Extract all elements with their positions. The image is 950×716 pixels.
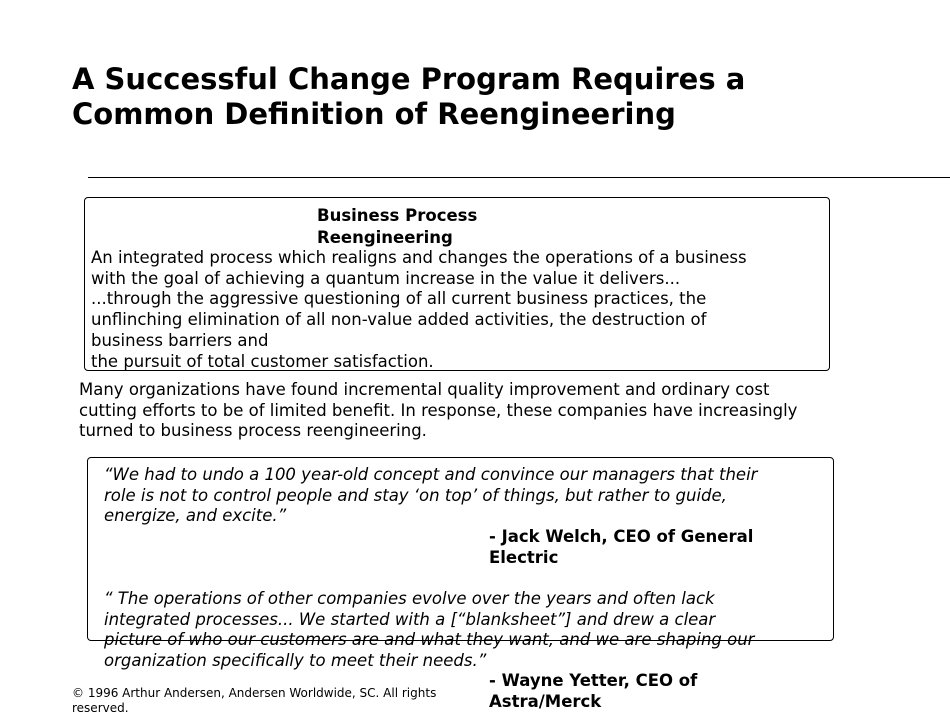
intro-paragraph	[79, 380, 919, 442]
title-divider	[88, 177, 950, 178]
quote-yetter-attribution	[489, 671, 809, 712]
slide-title	[72, 62, 892, 132]
definition-line: ...through the aggressive questioning of all current business practices, the	[91, 289, 707, 309]
definition-line: unflinching elimination of all non-value added activities, the destruction of	[91, 310, 707, 330]
quote-welch-attribution	[489, 527, 809, 568]
intro-line: turned to business process reengineering.	[79, 421, 427, 441]
copyright-line: © 1996 Arthur Andersen, Andersen Worldwide, SC. All rights	[72, 686, 437, 700]
quote-line: role is not to control people and stay ‘on top’ of things, but rather to guide,	[104, 485, 727, 505]
quote-line: integrated processes... We started with a [“blanksheet”] and drew a clear	[104, 609, 716, 629]
definition-heading-line: Business Process	[317, 206, 478, 225]
attribution-line: - Wayne Yetter, CEO of	[489, 671, 698, 690]
intro-line: cutting efforts to be of limited benefit. In response, these companies have increasingly	[79, 400, 798, 420]
quote-line: organization specifically to meet their needs.”	[104, 651, 487, 671]
definition-line: with the goal of achieving a quantum increase in the value it delivers...	[91, 268, 681, 288]
copyright-notice	[72, 686, 492, 716]
copyright-line: reserved.	[72, 701, 129, 715]
definition-heading-line: Reengineering	[317, 228, 453, 247]
definition-line: An integrated process which realigns and changes the operations of a business	[91, 248, 747, 267]
slide-title-line: Common Definition of Reengineering	[72, 97, 676, 131]
intro-line: Many organizations have found incremental quality improvement and ordinary cost	[79, 380, 770, 399]
definition-line: the pursuit of total customer satisfaction.	[91, 351, 434, 371]
quote-yetter	[104, 589, 844, 672]
definition-line: business barriers and	[91, 330, 269, 350]
attribution-line: Astra/Merck	[489, 691, 602, 711]
definition-heading	[317, 205, 537, 249]
attribution-line: Electric	[489, 547, 559, 567]
quote-line: “ The operations of other companies evolve over the years and often lack	[104, 589, 715, 608]
quote-welch	[104, 465, 844, 527]
quote-line: picture of who our customers are and what they want, and we are shaping our	[104, 630, 755, 650]
quote-line: energize, and excite.”	[104, 506, 287, 526]
quote-line: “We had to undo a 100 year-old concept and convince our managers that their	[104, 465, 758, 484]
slide-title-line: A Successful Change Program Requires a	[72, 62, 746, 96]
attribution-line: - Jack Welch, CEO of General	[489, 527, 754, 546]
definition-body	[91, 248, 831, 372]
